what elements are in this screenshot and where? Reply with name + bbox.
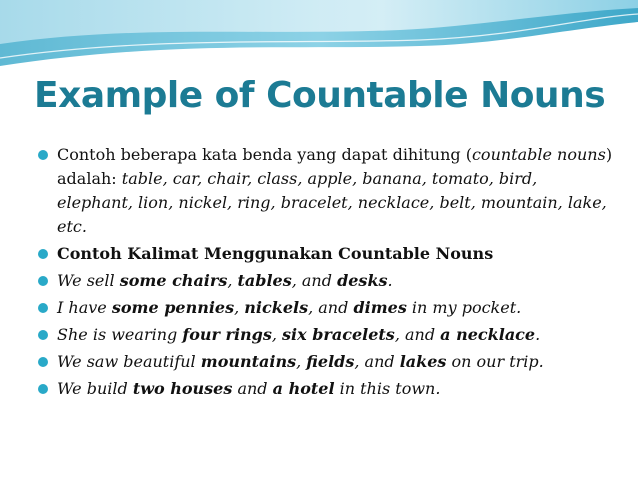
item7-p3: and [232,379,273,398]
item3-p6: desks [337,271,388,290]
item7-p5: in this town. [334,379,441,398]
list-item [38,143,618,239]
item4-p2: some pennies [111,298,235,317]
item5-p2: four rings [182,325,272,344]
item4-p6: dimes [353,298,407,317]
item6-p3: , [296,352,307,371]
bullet-icon [38,150,48,160]
item4-p1: I have [57,298,112,317]
item5-p6: a necklace [440,325,536,344]
item5-p3: , [271,325,283,344]
item3-p7: . [387,271,393,290]
item6-p2: mountains [200,352,297,371]
item6-p4: fields [306,352,355,371]
item3-p5: , and [291,271,338,290]
item5-p7: . [535,325,541,344]
item1-text-b: countable nouns [471,145,606,164]
bullet-icon [38,384,48,394]
item3-p2: some chairs [119,271,228,290]
item1-text-d: table, car, chair, class, apple, banana, tomato, bird, elephant, lion, nickel, ring, bracelet, necklace, belt, mountain, lake, etc. [57,169,607,236]
bullet-list [38,143,618,401]
bullet-icon [38,357,48,367]
item3-p3: , [227,271,238,290]
item3-p4: tables [237,271,292,290]
item6-p1: We saw beautiful [57,352,201,371]
item5-p1: She is wearing [57,325,183,344]
list-item [38,350,618,374]
item3-p1: We sell [57,271,120,290]
item1-text-c: ) adalah: [57,145,613,188]
list-item [38,377,618,401]
item4-p4: nickels [244,298,309,317]
item7-p1: We build [57,379,133,398]
bullet-icon [38,303,48,313]
list-item [38,323,618,347]
item1-text-a: Contoh beberapa kata benda yang dapat dihitung ( [57,145,472,164]
item6-p6: lakes [399,352,447,371]
item6-p5: , and [354,352,400,371]
item4-p3: , [234,298,245,317]
item7-p4: a hotel [272,379,335,398]
list-item [38,269,618,293]
bullet-icon [38,276,48,286]
slide-title: Example of Countable Nouns [34,75,606,116]
bullet-icon [38,330,48,340]
item5-p5: , and [394,325,441,344]
item2-text: Contoh Kalimat Menggunakan Countable Nouns [57,244,494,263]
bullet-icon [38,249,48,259]
list-item [38,296,618,320]
item4-p7: in my pocket. [406,298,522,317]
item6-p7: on our trip. [446,352,544,371]
item7-p2: two houses [132,379,233,398]
wave-header-decoration [0,0,638,80]
list-item [38,242,618,266]
item4-p5: , and [308,298,354,317]
item5-p4: six bracelets [282,325,395,344]
